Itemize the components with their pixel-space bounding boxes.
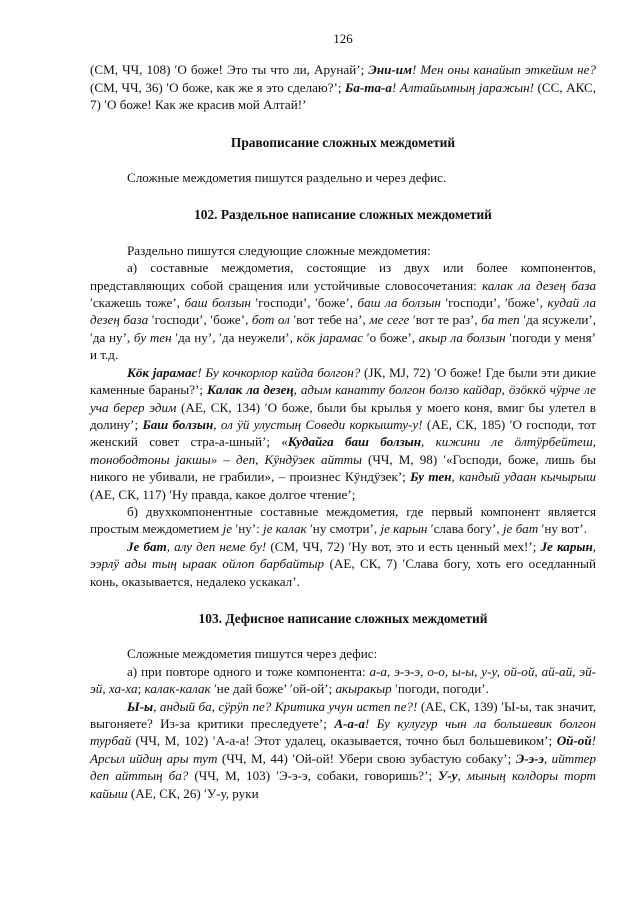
italic-text: , ээрлӱ ады тың ыраак ойлоп барбайтыр <box>90 538 596 572</box>
italic-text: , ийттер деп айттың ба? <box>90 750 597 784</box>
text-run: (АЕ, СК, 7) ʹСлава богу, хоть его оседланный конь, оказывается, недалеко ускакал’. <box>90 556 596 589</box>
italic-text: , андый ба, сӱрӱп пе? Критика учун истеп пе?! <box>153 698 418 714</box>
text-run: ʹну’: <box>232 521 264 537</box>
interjection-term: Эни-им <box>368 62 412 78</box>
italic-text: је бат <box>502 521 539 537</box>
text-run: (СМ, ЧЧ, 108) ʹО боже! Это ты что ли, Арунай’; <box>90 62 369 78</box>
italic-text: је <box>222 521 233 537</box>
text-run: ʹда ясужели’, ʹда ну’, <box>90 312 596 345</box>
text-run: ʹне дай боже’ ʹой-ой’; <box>210 681 336 697</box>
interjection-term: Је бат <box>127 538 167 554</box>
italic-text: ! Бу кочкорлор кайда болгон? <box>197 364 361 380</box>
interjection-term: Бу тен <box>410 469 452 485</box>
interjection-term: Калак ла дезең <box>206 382 294 398</box>
italic-text: калак ла дезең база <box>482 277 597 293</box>
section-102-examples-b <box>90 538 596 590</box>
text-run: ʹслава богу’, <box>427 521 503 537</box>
general-rule: Сложные междометия пишутся раздельно и через дефис. <box>127 170 447 186</box>
text-run: ʹскажешь тоже’, <box>90 295 185 311</box>
text-run: ʹпогоди, погоди’. <box>391 681 489 697</box>
interjection-term: Кӧк јарамас <box>127 364 198 380</box>
section-102-item-a <box>90 259 596 363</box>
italic-text: бот ол <box>251 312 290 328</box>
text-run: ʹвот тебе на’, <box>289 312 370 328</box>
text-run: (СС, АКС, 7) ʹО боже! Как же красив мой Алтай!’ <box>90 79 596 113</box>
text-run: (АЕ, СК, 26) ʹУ-у, руки <box>127 785 259 801</box>
text-run: (ЧЧ, М, 98) ʹ«Господи, боже, лишь бы никого не убивали, не грабили», – произнес Кӱндӱзек’; <box>90 451 596 485</box>
text-run: ʹну смотри’, <box>306 521 381 537</box>
intro-paragraph <box>90 61 596 113</box>
italic-text: ! Бу кулугур чын ла большевик болгон турбай <box>90 716 596 749</box>
section-102-intro: Раздельно пишутся следующие сложные междометия: <box>127 242 431 258</box>
section-103-heading: 103. Дефисное написание сложных междометий <box>198 610 488 626</box>
text-run: (ЧЧ, М, 103) ʹЭ-э-э, собаки, говоришь?’; <box>188 768 439 784</box>
section-102-item-b <box>90 503 596 538</box>
italic-text: кудай ла дезең база <box>90 295 597 328</box>
section-103-item-a <box>90 663 596 698</box>
italic-text: , кижини ле ӧлтӱрбейтеш, тонободтоны јакшы» – деп, Кӱндӱзек айтты <box>90 434 596 467</box>
italic-text: баш болзын <box>184 295 251 311</box>
interjection-term: Ы-ы <box>127 698 154 714</box>
section-103-intro: Сложные междометия пишутся через дефис: <box>127 646 378 662</box>
italic-text: је калак <box>263 521 307 537</box>
italic-text: ба теп <box>481 312 520 328</box>
italic-text: је карын <box>380 521 428 537</box>
italic-text: калак-калак <box>144 681 211 697</box>
text-run: ; <box>137 681 145 697</box>
text-run: (СМ, ЧЧ, 36) ʹО боже, как же я это сделаю?’; <box>90 79 346 95</box>
text-run: (АЕ, СК, 134) ʹО боже, были бы крылья у моего коня, вмиг бы улетел в долину’; <box>90 399 596 432</box>
italic-text: бу тен <box>133 329 172 345</box>
text-run: (ЧЧ, М, 44) ʹОй-ой! Убери свою зубастую собаку’; <box>217 750 516 766</box>
text-run: (ЧЧ, М, 102) ʹА-а-а! Этот удалец, оказывается, точно был большевиком’; <box>131 733 557 749</box>
italic-text: ме сеге <box>369 312 410 328</box>
text-run: ʹгосподи’, ʹбоже’, <box>148 312 252 328</box>
text-run: ʹгосподи’, ʹбоже’, <box>250 295 358 311</box>
interjection-term: Кудайга баш болзын <box>287 434 422 450</box>
section-102-heading: 102. Раздельное написание сложных междометий <box>194 207 492 223</box>
italic-text: ! Алтайымның јаражын! <box>391 79 534 95</box>
interjection-term: Је карын <box>540 538 593 554</box>
text-run: ʹда ну’, ʹда неужели’, <box>171 329 297 345</box>
main-heading: Правописание сложных междометий <box>230 134 456 150</box>
text-run: (АЕ, СК, 185) ʹО господи, тот женский совет стра-а-шный’; « <box>90 416 596 450</box>
section-103-examples-a <box>90 698 596 802</box>
italic-text: , ол ӱй улустың Соведи коркышту-у! <box>213 416 423 432</box>
interjection-term: А-а-а <box>334 716 365 731</box>
italic-text: кӧк јарамас <box>296 329 364 345</box>
interjection-term: Ба-та-а <box>345 79 392 95</box>
text-run: (ЈК, МЈ, 72) ʹО боже! Где были эти дикие каменные бараны?’; <box>90 364 596 398</box>
text-run: (СМ, ЧЧ, 72) ʹНу вот, это и есть ценный мех!’; <box>266 538 541 554</box>
italic-text: , адым канатту болгон болзо кайдар, ӧзӧккӧ чӱрче ле уча берер эдим <box>90 382 596 415</box>
section-102-examples-a <box>90 364 596 503</box>
interjection-term: Ой-ой <box>556 733 592 749</box>
italic-text: , мының колдоры торт кайыш <box>90 768 596 801</box>
italic-text: , алу деп неме бу! <box>166 538 267 554</box>
italic-text: , кандый удаан кычырыш <box>451 469 596 485</box>
text-run: (АЕ, СК, 117) ʹНу правда, какое долгое чтение’; <box>90 486 356 502</box>
italic-text: ! Мен оны канайып эткейим не? <box>411 62 596 78</box>
interjection-term: У-у <box>438 768 458 784</box>
italic-text: ! Арсыл ийдиң ары тут <box>90 733 596 766</box>
text-run: ʹо боже’, <box>363 329 419 345</box>
text-run: ʹвот те раз’, <box>409 312 482 328</box>
italic-text: акыр ла болзын <box>418 329 506 345</box>
text-run: б) двухкомпонентные составные междометия, где первый компонент является простым междометием <box>90 503 596 537</box>
text-run: ʹну вот’. <box>538 521 587 537</box>
interjection-term: Баш болзын <box>142 416 214 432</box>
text-run: ʹпогоди у меня’ и т.д. <box>90 329 596 363</box>
italic-text: акыракыр <box>335 681 392 697</box>
italic-text: баш ла болзын <box>357 295 441 311</box>
italic-text: а-а, э-э-э, о-о, ы-ы, у-у, ой-ой, ай-ай, эй-эй, ха-ха <box>90 663 596 697</box>
text-run: а) при повторе одного и тоже компонента: <box>127 663 370 679</box>
text-run: ʹгосподи’, ʹбоже’, <box>440 295 548 311</box>
page-number: 126 <box>333 31 353 46</box>
text-run: а) составные междометия, состоящие из двух или более компонентов, представляющих собой сращения или устойчивые словосочетания: <box>90 260 596 293</box>
interjection-term: Э-э-э <box>515 750 544 766</box>
text-run: (АЕ, СК, 139) ʹЫ-ы, так значит, выгоняете? Из-за критики преследуете’; <box>90 698 597 731</box>
